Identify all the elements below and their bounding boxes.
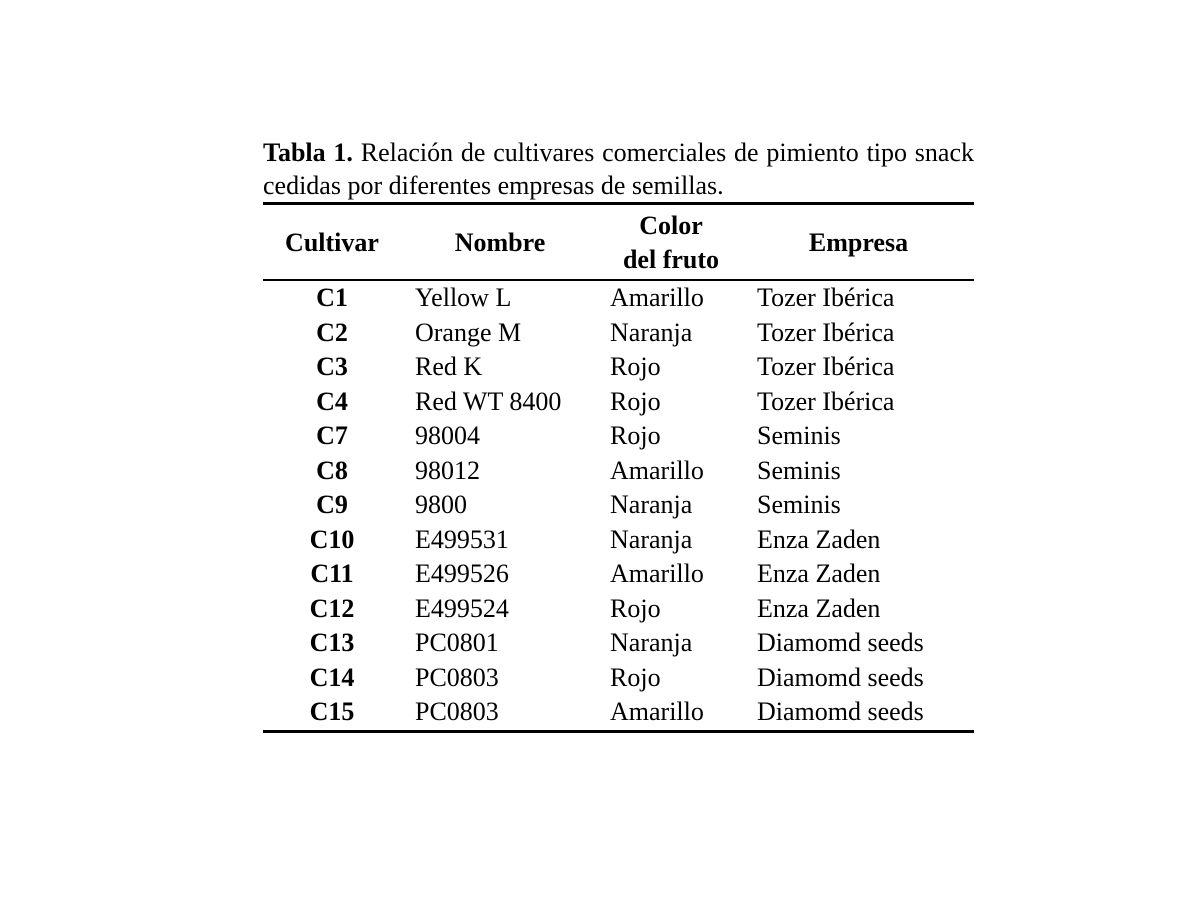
nombre-cell: PC0803 [415,662,499,692]
color-cell: Rojo [610,352,661,381]
table-caption [263,136,974,202]
nombre-cell: 98004 [415,421,480,450]
table-row [263,454,974,489]
header-color-line2: del fruto [622,245,720,274]
empresa-cell: Tozer Ibérica [757,352,895,381]
empresa-cell: Seminis [757,421,841,450]
empresa-cell: Tozer Ibérica [757,386,895,416]
color-cell: Rojo [610,386,661,416]
color-cell: Amarillo [610,559,704,588]
empresa-cell: Enza Zaden [757,524,881,554]
header-cultivar: Cultivar [285,228,379,257]
table-row [263,557,974,592]
cultivar-cell: C14 [309,662,355,692]
cultivar-cell: C1 [316,283,348,312]
table-row [263,661,974,696]
empresa-cell: Diamomd seeds [757,628,924,657]
color-cell: Amarillo [610,697,704,726]
table-row [263,626,974,661]
table-row [263,419,974,454]
table-row [263,523,974,558]
header-empresa: Empresa [808,228,909,257]
nombre-cell: PC0803 [415,697,499,726]
cultivar-cell: C13 [309,628,355,657]
cultivar-cell: C2 [316,317,348,347]
nombre-cell: PC0801 [415,628,499,657]
empresa-cell: Tozer Ibérica [757,317,895,347]
table-row [263,695,974,731]
color-cell: Rojo [610,421,661,450]
header-nombre: Nombre [454,228,546,257]
empresa-cell: Tozer Ibérica [757,283,895,312]
table-row [263,592,974,627]
color-cell: Rojo [610,593,661,623]
header-color-line1: Color [639,211,703,240]
color-cell: Amarillo [610,455,704,485]
header-color [599,204,743,281]
nombre-cell: 98012 [415,455,480,485]
table-row [263,385,974,420]
nombre-cell: Red K [415,352,483,381]
table-row [263,350,974,385]
caption-label: Tabla 1. [263,138,353,167]
empresa-cell: Seminis [757,455,841,485]
empresa-cell: Diamomd seeds [757,697,924,726]
table-row [263,316,974,351]
table-body [263,280,974,731]
nombre-cell: Red WT 8400 [415,386,562,416]
color-cell: Naranja [610,524,693,554]
cultivar-cell: C15 [309,697,355,726]
cultivar-cell: C9 [316,490,348,519]
cultivar-cell: C11 [310,559,354,588]
empresa-cell: Seminis [757,490,841,519]
color-cell: Naranja [610,628,693,657]
caption-text: Relación de cultivares comerciales de pimiento tipo snack cedidas por diferentes empresas de semillas. [263,138,974,200]
table-header [263,204,974,281]
table-block [263,136,974,733]
cultivar-cell: C8 [316,455,348,485]
nombre-cell: Yellow L [415,283,512,312]
table-row [263,280,974,316]
cultivar-cell: C7 [316,421,348,450]
color-cell: Naranja [610,317,693,347]
cultivar-cell: C3 [316,352,348,381]
empresa-cell: Enza Zaden [757,593,881,623]
cultivar-cell: C10 [309,524,355,554]
color-cell: Naranja [610,490,693,519]
cultivar-cell: C4 [316,386,348,416]
nombre-cell: 9800 [415,490,467,519]
nombre-cell: E499526 [415,559,509,588]
empresa-cell: Enza Zaden [757,559,881,588]
cultivar-cell: C12 [309,593,355,623]
cultivars-table [263,202,974,733]
nombre-cell: E499524 [415,593,509,623]
nombre-cell: Orange M [415,317,522,347]
color-cell: Amarillo [610,283,704,312]
nombre-cell: E499531 [415,524,509,554]
color-cell: Rojo [610,662,661,692]
empresa-cell: Diamomd seeds [757,662,924,692]
table-row [263,488,974,523]
